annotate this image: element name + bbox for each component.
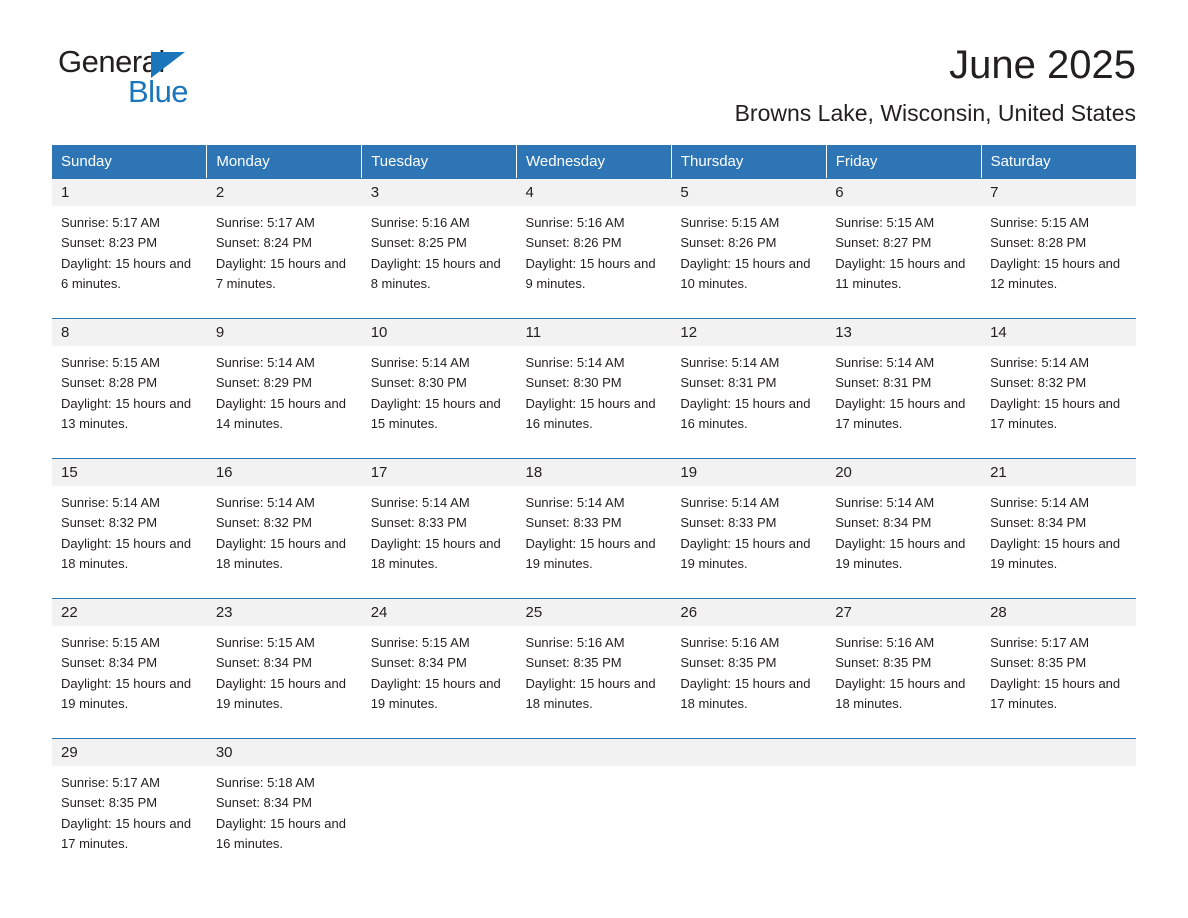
day-sun-info (826, 486, 981, 574)
sunrise-text: Sunrise: 5:14 AM (680, 495, 780, 511)
day-sun-info (207, 206, 362, 294)
sunrise-text: Sunrise: 5:15 AM (370, 635, 470, 651)
day-sun-info (362, 346, 517, 434)
weekday-header-tuesday: Tuesday (362, 145, 517, 178)
day-cell-content (52, 318, 207, 442)
day-cell-content (517, 598, 672, 722)
day-sun-info (981, 766, 1136, 773)
sunset-text: Sunset: 8:32 PM (215, 515, 312, 531)
day-cell-content (52, 598, 207, 722)
day-cell-content (671, 458, 826, 582)
daylight-text: Daylight: 15 hours and 16 minutes. (525, 395, 656, 431)
calendar-day-cell (671, 178, 826, 302)
day-sun-info (671, 206, 826, 294)
weekday-header-monday: Monday (207, 145, 362, 178)
sunset-text: Sunset: 8:23 PM (61, 235, 158, 251)
daylight-text: Daylight: 15 hours and 17 minutes. (990, 395, 1121, 431)
day-number: 27 (826, 598, 981, 626)
day-sun-info (517, 206, 672, 294)
day-sun-info (52, 626, 207, 714)
sunset-text: Sunset: 8:26 PM (680, 235, 777, 251)
calendar-body (52, 178, 1136, 862)
weekday-header-friday: Friday (826, 145, 981, 178)
day-cell-content (362, 318, 517, 442)
day-number: 4 (517, 178, 672, 206)
day-sun-info (207, 626, 362, 714)
day-sun-info (362, 626, 517, 714)
sunrise-text: Sunrise: 5:14 AM (370, 355, 470, 371)
sunrise-text: Sunrise: 5:18 AM (215, 775, 315, 791)
daylight-text: Daylight: 15 hours and 19 minutes. (680, 535, 811, 571)
daylight-text: Daylight: 15 hours and 17 minutes. (990, 675, 1121, 711)
sunset-text: Sunset: 8:34 PM (215, 655, 312, 671)
calendar-week-row (52, 598, 1136, 722)
calendar-day-cell (826, 458, 981, 582)
week-spacer (52, 302, 1136, 318)
day-sun-info (52, 206, 207, 294)
daylight-text: Daylight: 15 hours and 18 minutes. (215, 535, 346, 571)
day-number (517, 738, 672, 766)
sunset-text: Sunset: 8:31 PM (680, 375, 777, 391)
sunset-text: Sunset: 8:34 PM (990, 515, 1087, 531)
day-cell-content (52, 178, 207, 302)
sunset-text: Sunset: 8:35 PM (61, 795, 158, 811)
sunset-text: Sunset: 8:34 PM (370, 655, 467, 671)
sunrise-text: Sunrise: 5:14 AM (370, 495, 470, 511)
day-sun-info (981, 206, 1136, 294)
day-number (362, 738, 517, 766)
daylight-text: Daylight: 15 hours and 19 minutes. (61, 675, 192, 711)
calendar-day-cell (362, 318, 517, 442)
day-number: 26 (671, 598, 826, 626)
day-sun-info (826, 766, 981, 773)
sunrise-text: Sunrise: 5:16 AM (525, 635, 625, 651)
calendar-week-row (52, 738, 1136, 862)
sunrise-text: Sunrise: 5:15 AM (215, 635, 315, 651)
day-cell-content (207, 738, 362, 862)
sunrise-text: Sunrise: 5:17 AM (990, 635, 1090, 651)
day-number: 15 (52, 458, 207, 486)
sunrise-text: Sunrise: 5:16 AM (835, 635, 935, 651)
calendar-day-cell (671, 318, 826, 442)
day-cell-content (826, 738, 981, 862)
calendar-day-cell (207, 178, 362, 302)
calendar-day-cell (207, 738, 362, 862)
day-number: 18 (517, 458, 672, 486)
week-spacer-cell (52, 582, 1136, 598)
day-number: 17 (362, 458, 517, 486)
calendar-day-cell (826, 598, 981, 722)
day-number: 28 (981, 598, 1136, 626)
daylight-text: Daylight: 15 hours and 9 minutes. (525, 255, 656, 291)
daylight-text: Daylight: 15 hours and 16 minutes. (215, 815, 346, 851)
sunset-text: Sunset: 8:33 PM (370, 515, 467, 531)
sunset-text: Sunset: 8:32 PM (990, 375, 1087, 391)
sunrise-text: Sunrise: 5:14 AM (990, 495, 1090, 511)
calendar-day-cell (671, 738, 826, 862)
day-number: 9 (207, 318, 362, 346)
day-cell-content (981, 178, 1136, 302)
sunrise-text: Sunrise: 5:15 AM (990, 215, 1090, 231)
day-cell-content (207, 318, 362, 442)
sunrise-text: Sunrise: 5:14 AM (61, 495, 160, 511)
day-sun-info (207, 486, 362, 574)
sunrise-text: Sunrise: 5:14 AM (525, 495, 625, 511)
day-number: 6 (826, 178, 981, 206)
weekday-header-thursday: Thursday (671, 145, 826, 178)
sunset-text: Sunset: 8:32 PM (61, 515, 158, 531)
brand-name-blue: Blue (128, 74, 189, 109)
sunrise-text: Sunrise: 5:17 AM (215, 215, 315, 231)
day-sun-info (826, 346, 981, 434)
day-number: 14 (981, 318, 1136, 346)
sunrise-text: Sunrise: 5:14 AM (835, 355, 935, 371)
week-spacer (52, 442, 1136, 458)
daylight-text: Daylight: 15 hours and 11 minutes. (835, 255, 966, 291)
day-sun-info (517, 626, 672, 714)
sunset-text: Sunset: 8:33 PM (680, 515, 777, 531)
daylight-text: Daylight: 15 hours and 17 minutes. (835, 395, 966, 431)
day-number: 30 (207, 738, 362, 766)
daylight-text: Daylight: 15 hours and 10 minutes. (680, 255, 811, 291)
daylight-text: Daylight: 15 hours and 18 minutes. (680, 675, 811, 711)
day-number: 19 (671, 458, 826, 486)
calendar-day-cell (981, 738, 1136, 862)
sunset-text: Sunset: 8:25 PM (370, 235, 467, 251)
sunset-text: Sunset: 8:35 PM (680, 655, 777, 671)
day-cell-content (517, 458, 672, 582)
day-number: 29 (52, 738, 207, 766)
daylight-text: Daylight: 15 hours and 19 minutes. (215, 675, 346, 711)
daylight-text: Daylight: 15 hours and 14 minutes. (215, 395, 346, 431)
sunrise-text: Sunrise: 5:15 AM (61, 635, 160, 651)
day-number (981, 738, 1136, 766)
daylight-text: Daylight: 15 hours and 6 minutes. (61, 255, 192, 291)
day-number: 5 (671, 178, 826, 206)
day-cell-content (517, 738, 672, 862)
sunset-text: Sunset: 8:28 PM (990, 235, 1087, 251)
day-sun-info (981, 626, 1136, 714)
day-number: 16 (207, 458, 362, 486)
sunset-text: Sunset: 8:30 PM (525, 375, 622, 391)
day-cell-content (362, 178, 517, 302)
daylight-text: Daylight: 15 hours and 19 minutes. (835, 535, 966, 571)
general-blue-logo (52, 44, 242, 110)
week-spacer-cell (52, 722, 1136, 738)
calendar-day-cell (52, 318, 207, 442)
day-cell-content (517, 318, 672, 442)
sunrise-text: Sunrise: 5:16 AM (525, 215, 625, 231)
calendar-week-row (52, 318, 1136, 442)
day-sun-info (362, 206, 517, 294)
page-header (52, 0, 1136, 127)
day-number: 11 (517, 318, 672, 346)
sunset-text: Sunset: 8:33 PM (525, 515, 622, 531)
daylight-text: Daylight: 15 hours and 8 minutes. (370, 255, 501, 291)
sunset-text: Sunset: 8:34 PM (835, 515, 932, 531)
day-cell-content (671, 178, 826, 302)
day-cell-content (981, 458, 1136, 582)
title-block (242, 44, 1136, 127)
day-cell-content (207, 598, 362, 722)
day-number: 10 (362, 318, 517, 346)
calendar-day-cell (981, 458, 1136, 582)
weekday-header-row (52, 145, 1136, 178)
sunset-text: Sunset: 8:27 PM (835, 235, 932, 251)
week-spacer-cell (52, 442, 1136, 458)
daylight-text: Daylight: 15 hours and 7 minutes. (215, 255, 346, 291)
sunrise-text: Sunrise: 5:14 AM (215, 355, 315, 371)
daylight-text: Daylight: 15 hours and 18 minutes. (370, 535, 501, 571)
day-cell-content (362, 738, 517, 862)
day-number: 21 (981, 458, 1136, 486)
sunrise-text: Sunrise: 5:15 AM (835, 215, 935, 231)
sunrise-text: Sunrise: 5:16 AM (680, 635, 780, 651)
weekday-header-wednesday: Wednesday (517, 145, 672, 178)
calendar-day-cell (517, 458, 672, 582)
calendar-day-cell (826, 318, 981, 442)
day-sun-info (362, 766, 517, 773)
day-sun-info (981, 486, 1136, 574)
day-cell-content (207, 458, 362, 582)
day-cell-content (52, 738, 207, 862)
day-number: 2 (207, 178, 362, 206)
day-cell-content (671, 738, 826, 862)
daylight-text: Daylight: 15 hours and 18 minutes. (835, 675, 966, 711)
day-cell-content (826, 598, 981, 722)
day-sun-info (671, 766, 826, 773)
day-sun-info (981, 346, 1136, 434)
day-sun-info (671, 346, 826, 434)
sunset-text: Sunset: 8:35 PM (525, 655, 622, 671)
calendar-day-cell (362, 458, 517, 582)
day-cell-content (207, 178, 362, 302)
day-cell-content (981, 738, 1136, 862)
calendar-day-cell (362, 738, 517, 862)
day-number: 22 (52, 598, 207, 626)
sunrise-text: Sunrise: 5:14 AM (525, 355, 625, 371)
daylight-text: Daylight: 15 hours and 15 minutes. (370, 395, 501, 431)
day-sun-info (52, 346, 207, 434)
daylight-text: Daylight: 15 hours and 18 minutes. (61, 535, 192, 571)
sunset-text: Sunset: 8:35 PM (835, 655, 932, 671)
day-sun-info (826, 206, 981, 294)
calendar-day-cell (517, 178, 672, 302)
sunrise-text: Sunrise: 5:15 AM (61, 355, 160, 371)
sunset-text: Sunset: 8:34 PM (61, 655, 158, 671)
day-sun-info (207, 766, 362, 854)
sunrise-text: Sunrise: 5:17 AM (61, 215, 160, 231)
daylight-text: Daylight: 15 hours and 16 minutes. (680, 395, 811, 431)
calendar-day-cell (207, 458, 362, 582)
sunset-text: Sunset: 8:35 PM (990, 655, 1087, 671)
day-sun-info (671, 486, 826, 574)
day-sun-info (207, 346, 362, 434)
calendar-day-cell (52, 598, 207, 722)
daylight-text: Daylight: 15 hours and 19 minutes. (370, 675, 501, 711)
day-cell-content (52, 458, 207, 582)
weekday-header-saturday: Saturday (981, 145, 1136, 178)
day-sun-info (671, 626, 826, 714)
day-number: 23 (207, 598, 362, 626)
day-number (671, 738, 826, 766)
day-cell-content (826, 458, 981, 582)
sunset-text: Sunset: 8:29 PM (215, 375, 312, 391)
calendar-day-cell (981, 598, 1136, 722)
sunrise-text: Sunrise: 5:17 AM (61, 775, 160, 791)
day-number: 13 (826, 318, 981, 346)
calendar-day-cell (826, 738, 981, 862)
day-number: 7 (981, 178, 1136, 206)
day-sun-info (826, 626, 981, 714)
week-spacer (52, 722, 1136, 738)
daylight-text: Daylight: 15 hours and 18 minutes. (525, 675, 656, 711)
day-number: 24 (362, 598, 517, 626)
sunset-text: Sunset: 8:24 PM (215, 235, 312, 251)
sunrise-text: Sunrise: 5:14 AM (835, 495, 935, 511)
daylight-text: Daylight: 15 hours and 17 minutes. (61, 815, 192, 851)
calendar-week-row (52, 178, 1136, 302)
sunset-text: Sunset: 8:34 PM (215, 795, 312, 811)
weekday-header-sunday: Sunday (52, 145, 207, 178)
day-number: 1 (52, 178, 207, 206)
calendar-day-cell (981, 318, 1136, 442)
day-cell-content (671, 318, 826, 442)
calendar-day-cell (362, 598, 517, 722)
calendar-day-cell (207, 318, 362, 442)
sunrise-sunset-calendar (52, 145, 1136, 862)
day-cell-content (362, 458, 517, 582)
day-number: 25 (517, 598, 672, 626)
page-title: June 2025 (949, 43, 1136, 87)
calendar-day-cell (981, 178, 1136, 302)
calendar-day-cell (362, 178, 517, 302)
daylight-text: Daylight: 15 hours and 13 minutes. (61, 395, 192, 431)
sunset-text: Sunset: 8:26 PM (525, 235, 622, 251)
calendar-day-cell (517, 598, 672, 722)
calendar-day-cell (517, 318, 672, 442)
week-spacer-cell (52, 302, 1136, 318)
calendar-day-cell (52, 178, 207, 302)
calendar-day-cell (52, 738, 207, 862)
sunrise-text: Sunrise: 5:14 AM (990, 355, 1090, 371)
sunrise-text: Sunrise: 5:14 AM (215, 495, 315, 511)
sunset-text: Sunset: 8:31 PM (835, 375, 932, 391)
day-number: 3 (362, 178, 517, 206)
calendar-day-cell (671, 598, 826, 722)
calendar-week-row (52, 458, 1136, 582)
calendar-day-cell (207, 598, 362, 722)
daylight-text: Daylight: 15 hours and 19 minutes. (990, 535, 1121, 571)
sunrise-text: Sunrise: 5:14 AM (680, 355, 780, 371)
day-cell-content (362, 598, 517, 722)
calendar-day-cell (671, 458, 826, 582)
day-number: 20 (826, 458, 981, 486)
daylight-text: Daylight: 15 hours and 19 minutes. (525, 535, 656, 571)
week-spacer (52, 582, 1136, 598)
day-sun-info (517, 766, 672, 773)
sunset-text: Sunset: 8:30 PM (370, 375, 467, 391)
sunrise-text: Sunrise: 5:16 AM (370, 215, 470, 231)
day-sun-info (362, 486, 517, 574)
day-number (826, 738, 981, 766)
day-sun-info (517, 346, 672, 434)
sunrise-text: Sunrise: 5:15 AM (680, 215, 780, 231)
day-number: 8 (52, 318, 207, 346)
calendar-day-cell (52, 458, 207, 582)
day-cell-content (671, 598, 826, 722)
day-cell-content (981, 318, 1136, 442)
calendar-day-cell (517, 738, 672, 862)
day-cell-content (826, 318, 981, 442)
daylight-text: Daylight: 15 hours and 12 minutes. (990, 255, 1121, 291)
brand-name-general: General (58, 44, 165, 79)
day-number: 12 (671, 318, 826, 346)
day-sun-info (52, 486, 207, 574)
day-cell-content (981, 598, 1136, 722)
location-subtitle: Browns Lake, Wisconsin, United States (734, 100, 1136, 126)
day-cell-content (826, 178, 981, 302)
sunset-text: Sunset: 8:28 PM (61, 375, 158, 391)
calendar-day-cell (826, 178, 981, 302)
day-sun-info (52, 766, 207, 854)
day-cell-content (517, 178, 672, 302)
day-sun-info (517, 486, 672, 574)
